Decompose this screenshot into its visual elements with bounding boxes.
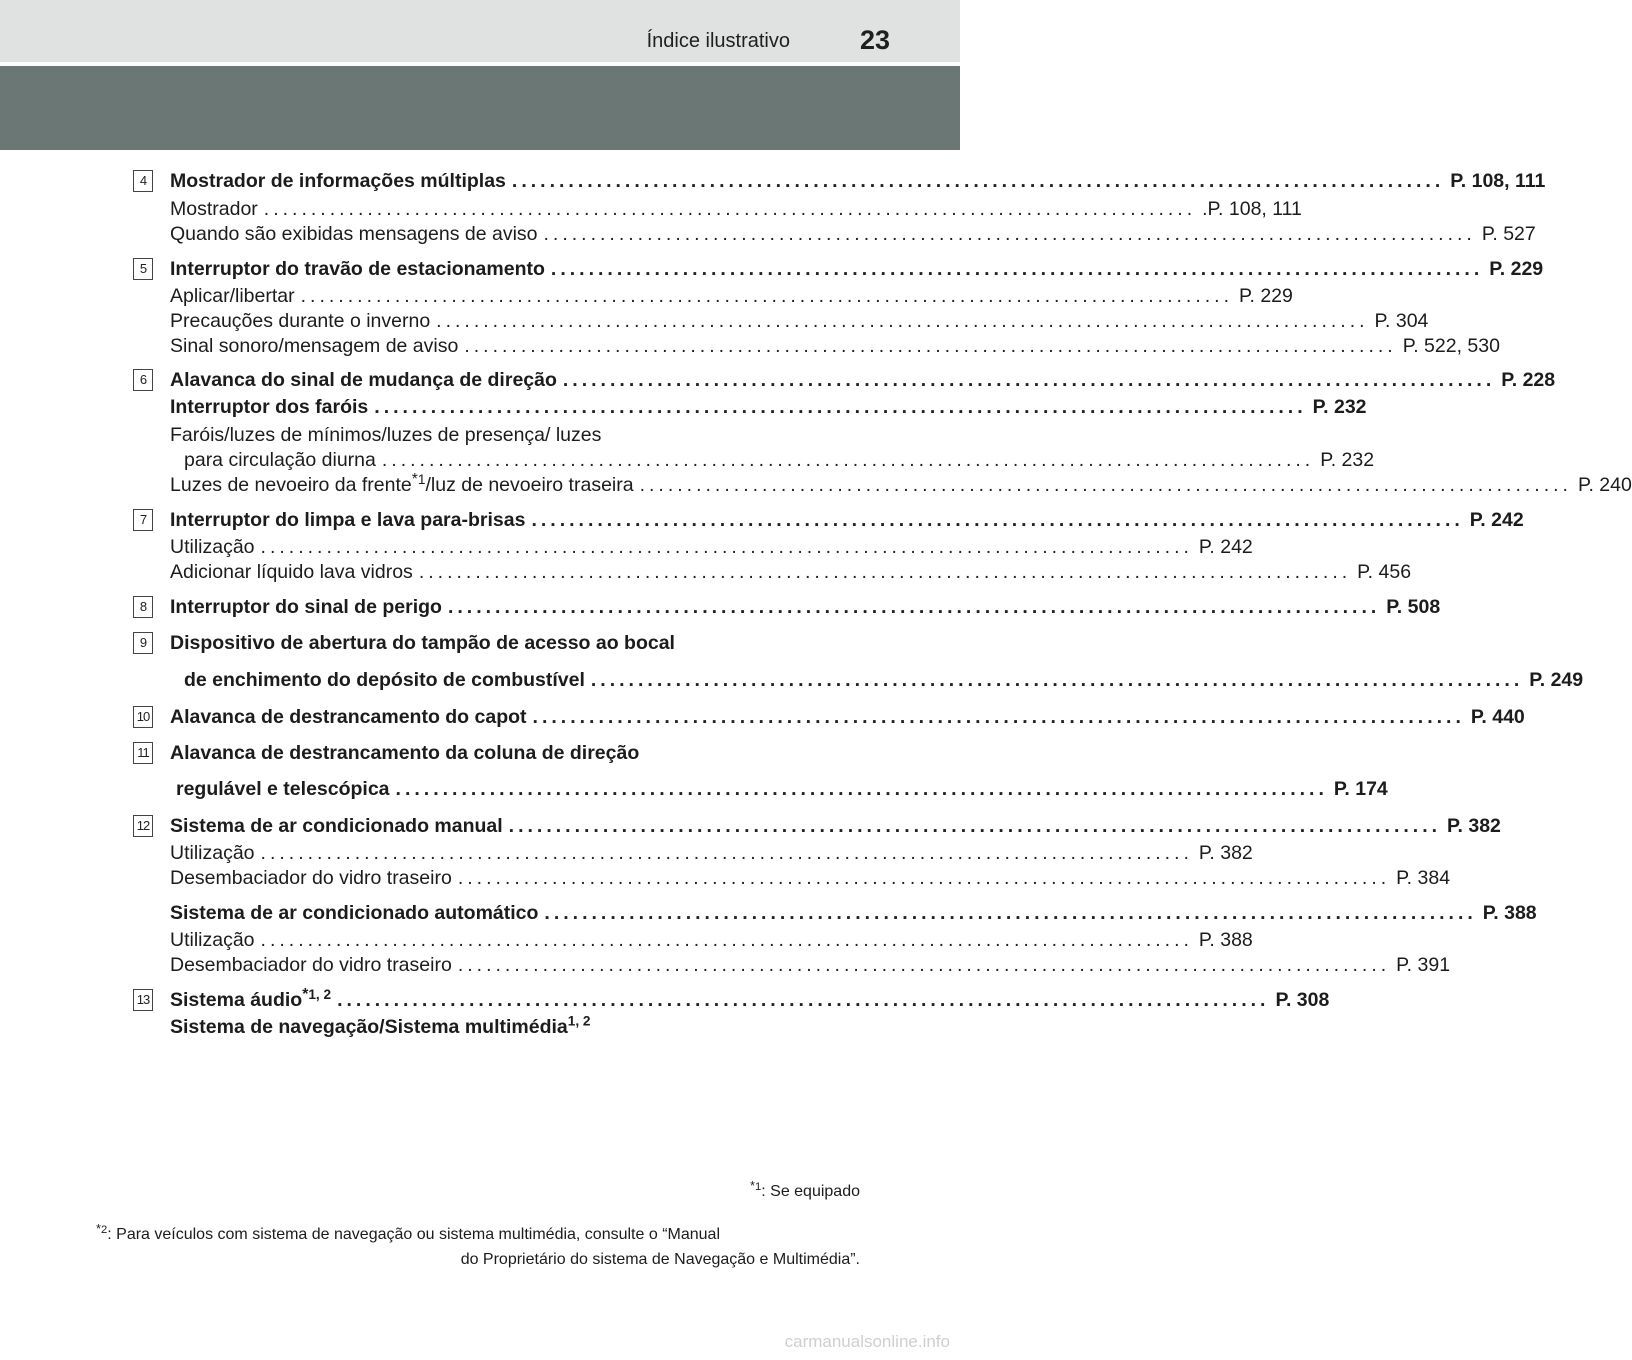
page-reference[interactable]: P. 242 bbox=[1469, 509, 1524, 531]
entry-label: Sistema de ar condicionado manual bbox=[170, 815, 503, 837]
dot-leader: ................................................................................................... bbox=[374, 396, 1307, 418]
index-entry-title[interactable] bbox=[170, 509, 1524, 532]
index-subentry[interactable] bbox=[184, 449, 1375, 472]
entry-label: Interruptor do travão de estacionamento bbox=[170, 258, 545, 280]
footnote-text: : Para veículos com sistema de navegação ou sistema multimédia, consulte o “Manual bbox=[107, 1226, 720, 1243]
entry-label: Quando são exibidas mensagens de aviso bbox=[170, 223, 538, 245]
entry-label: Alavanca do sinal de mudança de direção bbox=[170, 369, 557, 391]
item-number-badge: 6 bbox=[133, 369, 153, 391]
page-reference[interactable]: P. 249 bbox=[1529, 669, 1584, 691]
page-reference[interactable]: P. 308 bbox=[1275, 989, 1330, 1011]
entry-label: de enchimento do depósito de combustível bbox=[184, 669, 585, 691]
entry-label: Precauções durante o inverno bbox=[170, 310, 431, 332]
entry-label bbox=[170, 470, 634, 497]
entry-label: Sistema de ar condicionado automático bbox=[170, 902, 539, 924]
dot-leader: ................................................................................................... bbox=[531, 509, 1464, 531]
page-reference[interactable]: .P. 108, 111 bbox=[1202, 198, 1302, 220]
item-number-badge: 7 bbox=[133, 509, 153, 531]
footnote-star: * bbox=[96, 1220, 102, 1236]
page-reference[interactable]: P. 232 bbox=[1320, 449, 1375, 471]
entry-label-part: Sistema de navegação/Sistema multimédia bbox=[170, 1016, 568, 1038]
index-entry-title[interactable] bbox=[170, 706, 1525, 729]
dot-leader: ................................................................................................... bbox=[418, 561, 1352, 583]
index-subentry[interactable] bbox=[170, 310, 1429, 333]
footnote-star: * bbox=[750, 1177, 756, 1193]
dot-leader: ................................................................................................... bbox=[436, 310, 1369, 332]
dot-leader: ................................................................................................... bbox=[337, 989, 1270, 1011]
page-reference[interactable]: P. 382 bbox=[1447, 815, 1501, 837]
index-entry-title[interactable] bbox=[170, 396, 1367, 419]
index-entry-title[interactable] bbox=[170, 815, 1501, 838]
index-entry-title-text: Dispositivo de abertura do tampão de acesso ao bocal bbox=[170, 632, 675, 654]
index-subentry[interactable] bbox=[170, 561, 1412, 584]
footnote-star: * bbox=[302, 985, 309, 1003]
page-reference[interactable]: P. 228 bbox=[1501, 369, 1556, 391]
page-reference[interactable]: P. 456 bbox=[1357, 561, 1412, 583]
dot-leader: ................................................................................................... bbox=[639, 474, 1572, 496]
dot-leader: ................................................................................................... bbox=[260, 929, 1193, 951]
dot-leader: ................................................................................................... bbox=[544, 902, 1477, 924]
index-entry-title-text: Alavanca de destrancamento da coluna de direção bbox=[170, 742, 640, 764]
page-reference[interactable]: P. 384 bbox=[1396, 867, 1451, 889]
page-reference[interactable]: P. 232 bbox=[1312, 396, 1367, 418]
index-entry-title[interactable] bbox=[170, 902, 1537, 925]
dot-leader: ................................................................................................... bbox=[590, 669, 1524, 691]
page-reference[interactable]: P. 382 bbox=[1198, 842, 1253, 864]
entry-label: Mostrador bbox=[170, 198, 258, 220]
item-number-badge: 10 bbox=[133, 706, 153, 728]
entry-label: Interruptor dos faróis bbox=[170, 396, 369, 418]
footnote-number: 1 bbox=[417, 471, 426, 487]
entry-label-part: Luzes de nevoeiro da frente bbox=[170, 474, 412, 496]
page-reference[interactable]: P. 229 bbox=[1239, 285, 1293, 307]
dot-leader: ................................................................................................... bbox=[395, 778, 1328, 800]
index-subentry[interactable] bbox=[170, 198, 1302, 221]
item-number-badge: 5 bbox=[133, 258, 153, 280]
item-number-badge: 11 bbox=[133, 742, 153, 764]
page-reference[interactable]: P. 508 bbox=[1386, 596, 1441, 618]
page-reference[interactable]: P. 388 bbox=[1482, 902, 1537, 924]
entry-label: Desembaciador do vidro traseiro bbox=[170, 954, 452, 976]
index-entry-title[interactable] bbox=[170, 985, 1330, 1012]
item-number-badge: 4 bbox=[133, 170, 153, 192]
footnote-2 bbox=[96, 1222, 860, 1272]
footnote-marker bbox=[96, 1220, 108, 1236]
footnote-star: * bbox=[411, 470, 418, 488]
footnote-text: : Se equipado bbox=[761, 1183, 860, 1200]
dot-leader: ................................................................................................... bbox=[260, 536, 1193, 558]
entry-label: Utilização bbox=[170, 842, 255, 864]
footnote-number: 1, 2 bbox=[567, 1013, 591, 1029]
dot-leader: ................................................................................................... bbox=[260, 842, 1193, 864]
entry-label: Utilização bbox=[170, 929, 255, 951]
page-reference[interactable]: P. 527 bbox=[1481, 223, 1536, 245]
index-entry-title[interactable] bbox=[170, 258, 1544, 281]
dot-leader: ................................................................................................... bbox=[532, 706, 1465, 728]
dot-leader: ................................................................................................... bbox=[263, 198, 1197, 220]
watermark: carmanualsonline.info bbox=[784, 1332, 950, 1351]
entry-label: Alavanca de destrancamento do capot bbox=[170, 706, 527, 728]
index-entry-title[interactable] bbox=[170, 596, 1441, 619]
footnote-1 bbox=[750, 1177, 860, 1204]
page-reference[interactable]: P. 391 bbox=[1396, 954, 1451, 976]
index-subentry[interactable] bbox=[170, 929, 1253, 952]
page-reference[interactable]: P. 304 bbox=[1374, 310, 1429, 332]
footnote-marker bbox=[750, 1177, 762, 1193]
index-entry-title[interactable] bbox=[184, 669, 1584, 692]
section-title: Índice ilustrativo bbox=[646, 30, 790, 52]
page-reference[interactable]: P. 229 bbox=[1489, 258, 1544, 280]
index-entry-title[interactable] bbox=[176, 778, 1388, 801]
dot-leader: ................................................................................................... bbox=[508, 815, 1442, 837]
footnote-marker bbox=[412, 472, 426, 487]
page-reference[interactable]: P. 522, 530 bbox=[1402, 335, 1500, 357]
footnote-number: 1, 2 bbox=[308, 986, 332, 1002]
item-number-badge: 8 bbox=[133, 596, 153, 618]
page-reference[interactable]: P. 174 bbox=[1333, 778, 1388, 800]
index-subentry[interactable] bbox=[170, 954, 1451, 977]
index-entry-title[interactable] bbox=[170, 170, 1546, 193]
item-number-badge: 9 bbox=[133, 632, 153, 654]
entry-label: para circulação diurna bbox=[184, 449, 376, 471]
entry-label: Interruptor do sinal de perigo bbox=[170, 596, 442, 618]
index-subentry[interactable] bbox=[170, 867, 1451, 890]
dot-leader: ................................................................................................... bbox=[511, 170, 1445, 192]
dot-leader: ................................................................................................... bbox=[457, 954, 1391, 976]
index-entry-title[interactable] bbox=[170, 369, 1556, 392]
page-reference[interactable]: P. 240 bbox=[1577, 474, 1632, 496]
index-entry-title-text bbox=[170, 1013, 824, 1039]
entry-label: Utilização bbox=[170, 536, 255, 558]
item-number-badge: 12 bbox=[133, 815, 153, 837]
dot-leader: ................................................................................................... bbox=[381, 449, 1315, 471]
index-subentry[interactable] bbox=[170, 285, 1293, 308]
index-subentry[interactable] bbox=[170, 223, 1536, 246]
page-reference[interactable]: P. 108, 111 bbox=[1450, 170, 1546, 192]
item-number-badge: 13 bbox=[133, 989, 153, 1011]
index-subentry[interactable] bbox=[170, 842, 1253, 865]
entry-label-part: Sistema áudio bbox=[170, 989, 303, 1011]
dot-leader: ................................................................................................... bbox=[550, 258, 1484, 280]
entry-label: regulável e telescópica bbox=[176, 778, 390, 800]
footnote-number: 1 bbox=[755, 1180, 762, 1193]
footnote-marker bbox=[302, 987, 331, 1002]
dot-leader: ................................................................................................... bbox=[562, 369, 1496, 391]
dot-leader: ................................................................................................... bbox=[464, 335, 1397, 357]
index-subentry-text: Faróis/luzes de mínimos/luzes de presença/ luzes bbox=[170, 424, 602, 446]
index-subentry[interactable] bbox=[170, 536, 1253, 559]
dot-leader: ................................................................................................... bbox=[457, 867, 1391, 889]
entry-label: Sinal sonoro/mensagem de aviso bbox=[170, 335, 459, 357]
entry-label: Interruptor do limpa e lava para-brisas bbox=[170, 509, 526, 531]
entry-label bbox=[170, 985, 332, 1012]
dot-leader: ................................................................................................... bbox=[300, 285, 1233, 307]
footnote-line: do Proprietário do sistema de Navegação e Multimédia”. bbox=[460, 1251, 860, 1268]
page-reference[interactable]: P. 440 bbox=[1470, 706, 1525, 728]
footnote-number: 2 bbox=[101, 1223, 108, 1236]
index-subentry[interactable] bbox=[170, 470, 1632, 497]
entry-label: Adicionar líquido lava vidros bbox=[170, 561, 413, 583]
index-subentry[interactable] bbox=[170, 335, 1500, 358]
dot-leader: ................................................................................................... bbox=[543, 223, 1476, 245]
entry-label: Aplicar/libertar bbox=[170, 285, 295, 307]
page-reference[interactable]: P. 388 bbox=[1198, 929, 1253, 951]
page-number: 23 bbox=[859, 25, 890, 55]
page-reference[interactable]: P. 242 bbox=[1198, 536, 1253, 558]
footnote-line bbox=[96, 1222, 860, 1247]
entry-label: Mostrador de informações múltiplas bbox=[170, 170, 506, 192]
entry-label: Desembaciador do vidro traseiro bbox=[170, 867, 452, 889]
dot-leader: ................................................................................................... bbox=[447, 596, 1381, 618]
entry-label-part: /luz de nevoeiro traseira bbox=[425, 474, 634, 496]
